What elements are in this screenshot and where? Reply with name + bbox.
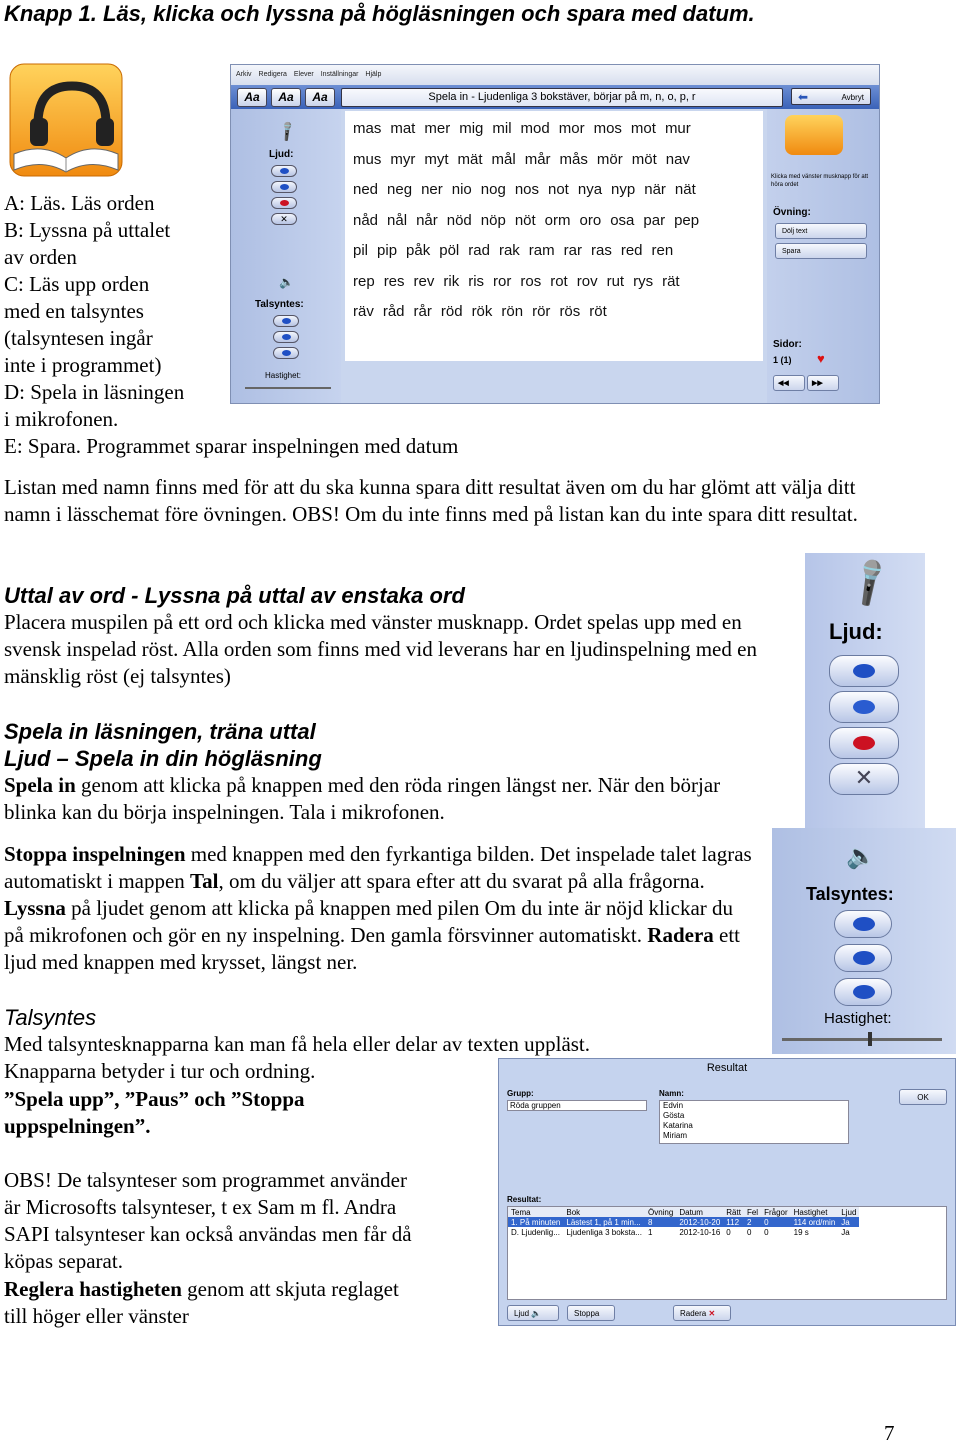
font-large-button[interactable]: Aa — [305, 88, 335, 107]
namn-label: Namn: — [659, 1089, 684, 1098]
word[interactable]: myr — [390, 150, 416, 168]
column-header[interactable]: Övning — [645, 1207, 676, 1217]
word[interactable]: mas — [353, 120, 382, 137]
hint-text: Klicka med vänster musknapp för att höra ordet — [771, 174, 869, 188]
word[interactable]: når — [416, 211, 438, 229]
word[interactable]: rut — [606, 272, 625, 290]
menu-item-installningar[interactable]: Inställningar — [320, 71, 359, 78]
word[interactable]: ren — [651, 242, 674, 259]
word[interactable]: mor — [558, 120, 585, 137]
word[interactable]: när — [644, 181, 666, 198]
word[interactable]: oro — [579, 211, 602, 229]
word[interactable]: rör — [532, 303, 551, 320]
font-small-button[interactable]: Aa — [237, 88, 267, 107]
sidor-label: Sidor: — [773, 339, 802, 350]
font-medium-button[interactable]: Aa — [271, 88, 301, 107]
word[interactable]: neg — [387, 181, 413, 198]
column-header[interactable]: Rätt — [723, 1207, 744, 1217]
table-cell: Ja — [841, 1217, 850, 1227]
table-cell: 2 — [746, 1217, 752, 1227]
table-cell: 1. På minuten — [511, 1217, 561, 1227]
word[interactable]: påk — [406, 242, 431, 259]
tts-play-button[interactable] — [273, 315, 299, 327]
speed-slider[interactable] — [245, 387, 331, 389]
bold-term: Reglera hastigheten — [4, 1277, 182, 1301]
speaker-icon: 🔈 — [846, 844, 876, 870]
step-line: C: Läs upp orden — [4, 272, 150, 296]
word[interactable]: rök — [471, 303, 493, 320]
delete-button[interactable] — [829, 763, 899, 795]
word[interactable]: ner — [421, 181, 443, 198]
word[interactable]: ror — [493, 272, 512, 290]
headphones-book-icon — [785, 115, 843, 155]
word[interactable]: myt — [424, 150, 449, 168]
bold-term: Radera — [647, 923, 714, 947]
talsyntes-line: Med talsyntesknapparna kan man få hela eller delar av texten uppläst. — [4, 1032, 591, 1056]
results-window — [498, 1058, 956, 1326]
word[interactable]: ned — [353, 181, 379, 198]
word[interactable]: res — [383, 272, 405, 290]
hastighet-label: Hastighet: — [824, 1010, 892, 1027]
headphones-book-icon — [8, 62, 124, 178]
word[interactable]: orm — [544, 211, 571, 229]
word[interactable]: mot — [630, 120, 656, 137]
word[interactable]: röt — [589, 303, 607, 320]
word[interactable]: nöp — [480, 211, 506, 229]
tts-pause-button[interactable] — [834, 944, 892, 972]
intro-paragraph: Listan med namn finns med för att du ska kunna spara ditt resultat även om du har glömt att välja ditt namn i lässchemat före övningen. OBS! Om du inte finns med på listan kan du inte spara ditt resultat. — [4, 475, 858, 526]
table-cell: 0 — [746, 1227, 752, 1237]
section-body-uttal: Placera muspilen på ett ord och klicka med vänster musknapp. Ordet spelas upp med en svensk inspelad röst. Alla orden som finns med vid leverans har en ljudinspelning med en mänsklig röst (ej talsyntes) — [4, 610, 757, 688]
word[interactable]: rät — [662, 272, 680, 290]
word-row — [353, 179, 763, 210]
column-header[interactable]: Fel — [744, 1207, 761, 1217]
grupp-select[interactable]: Röda gruppen — [507, 1100, 647, 1111]
text-span: med knappen med den fyrkantiga bilden. Det inspelade talet lagras automatiskt i mappen — [4, 842, 752, 893]
play-button[interactable] — [829, 655, 899, 687]
sidor-value: 1 (1) — [773, 355, 792, 365]
ok-button[interactable]: OK — [899, 1089, 947, 1105]
step-line: i mikrofonen. — [4, 407, 119, 431]
word[interactable]: rad — [468, 242, 490, 259]
bold-term: Lyssna — [4, 896, 66, 920]
section-subtitle-ljud: Ljud – Spela in din högläsning — [4, 746, 322, 771]
word[interactable]: nav — [665, 150, 690, 168]
ljud-label: Ljud: — [269, 149, 294, 160]
grupp-label: Grupp: — [507, 1089, 534, 1098]
word[interactable]: rös — [559, 303, 581, 320]
spela-in-paragraph — [4, 772, 764, 826]
resultat-label: Resultat: — [507, 1195, 542, 1204]
rewind-icon: ◀◀ — [778, 380, 789, 387]
step-line: A: Läs. Läs orden — [4, 191, 155, 215]
bold-term: Stoppa inspelningen — [4, 842, 186, 866]
record-button[interactable] — [829, 727, 899, 759]
word[interactable]: pip — [377, 242, 398, 259]
dolj-text-button[interactable]: Dölj text — [775, 223, 867, 239]
table-cell: 8 — [647, 1217, 653, 1227]
word-row — [353, 271, 763, 302]
menu-item-elever[interactable]: Elever — [293, 71, 314, 78]
word-row — [353, 118, 763, 149]
ovning-label: Övning: — [773, 207, 811, 218]
app-screenshot — [230, 64, 880, 404]
reglera-line — [4, 1276, 399, 1303]
word[interactable]: rön — [501, 303, 524, 320]
word[interactable]: rår — [413, 303, 432, 320]
table-cell: 0 — [764, 1217, 769, 1227]
table-cell: 0 — [726, 1227, 731, 1237]
table-cell: D. Ljudenlig... — [511, 1227, 560, 1237]
word[interactable]: red — [620, 242, 643, 259]
talsyntes-panel — [772, 828, 956, 1054]
ljud-label: Ljud: — [829, 619, 883, 644]
close-icon: ✕ — [854, 765, 874, 790]
reglera-line: till höger eller vänster — [4, 1304, 189, 1328]
word[interactable]: nog — [480, 181, 506, 198]
section-title-talsyntes: Talsyntes — [4, 1005, 97, 1030]
close-icon: ✕ — [708, 1309, 716, 1318]
speaker-icon: 🔈 — [531, 1309, 542, 1318]
radera-button[interactable] — [673, 1305, 731, 1321]
word[interactable]: möt — [631, 150, 657, 168]
tts-play-button[interactable] — [834, 910, 892, 938]
word[interactable]: osa — [610, 211, 635, 229]
word-grid — [345, 111, 763, 332]
table-row[interactable] — [508, 1227, 859, 1237]
word[interactable]: par — [643, 211, 666, 229]
word[interactable]: pöl — [439, 242, 460, 259]
word[interactable]: mil — [492, 120, 512, 137]
section-title-uttal: Uttal av ord - Lyssna på uttal av enstaka ord — [4, 583, 465, 608]
list-item[interactable]: Katarina — [663, 1121, 693, 1130]
speed-slider-handle[interactable] — [868, 1032, 872, 1046]
word[interactable]: rik — [443, 272, 460, 290]
menu-item-hjalp[interactable]: Hjälp — [365, 71, 382, 78]
column-header[interactable]: Bok — [563, 1207, 645, 1217]
delete-button[interactable] — [271, 213, 297, 225]
table-cell: Lästest 1, på 1 min... — [566, 1217, 641, 1227]
prev-page-button[interactable] — [773, 375, 805, 391]
word-area — [345, 111, 763, 361]
word[interactable]: nos — [514, 181, 539, 198]
toolbar — [231, 85, 879, 109]
back-arrow-icon: ⬅ — [798, 90, 809, 104]
word[interactable]: pil — [353, 242, 369, 259]
word[interactable]: mos — [593, 120, 622, 137]
table-cell: 0 — [764, 1227, 769, 1237]
word[interactable]: nöt — [514, 211, 536, 229]
word[interactable]: räv — [353, 303, 374, 320]
word[interactable]: not — [548, 181, 569, 198]
cancel-button[interactable] — [791, 88, 871, 105]
results-table — [508, 1207, 859, 1237]
radera-label: Radera — [680, 1309, 707, 1318]
tts-stop-button[interactable] — [834, 978, 892, 1006]
table-row[interactable] — [508, 1217, 859, 1227]
word[interactable]: rys — [633, 272, 654, 290]
results-title: Resultat — [706, 1062, 748, 1074]
word-row — [353, 240, 763, 271]
column-header[interactable]: Hastighet — [791, 1207, 839, 1217]
word[interactable]: rov — [576, 272, 598, 290]
word[interactable]: mör — [596, 150, 623, 168]
menu-item-redigera[interactable]: Redigera — [258, 71, 287, 78]
word[interactable]: rev — [413, 272, 435, 290]
step-line: (talsyntesen ingår — [4, 326, 153, 350]
column-header[interactable]: Ljud — [838, 1207, 859, 1217]
tts-stop-button[interactable] — [273, 347, 299, 359]
word[interactable]: nåd — [353, 211, 379, 229]
word[interactable]: rak — [498, 242, 520, 259]
record-button[interactable] — [271, 197, 297, 209]
hastighet-label: Hastighet: — [265, 371, 302, 380]
exercise-title: Spela in - Ljudenliga 3 bokstäver, börjar på m, n, o, p, r — [341, 88, 783, 107]
table-cell: Ljudenliga 3 boksta... — [566, 1227, 642, 1237]
word[interactable]: rar — [563, 242, 582, 259]
results-table-container — [507, 1206, 947, 1300]
table-cell: 1 — [647, 1227, 653, 1237]
word[interactable]: rep — [353, 272, 375, 290]
word[interactable]: mät — [457, 150, 483, 168]
table-cell: 2012-10-20 — [679, 1217, 721, 1227]
word[interactable]: nya — [577, 181, 603, 198]
table-cell: 112 — [726, 1217, 740, 1227]
word[interactable]: mus — [353, 150, 382, 168]
column-header[interactable]: Frågor — [761, 1207, 791, 1217]
word-row — [353, 301, 763, 332]
tts-pause-button[interactable] — [273, 331, 299, 343]
word[interactable]: råd — [382, 303, 405, 320]
word[interactable]: nio — [451, 181, 472, 198]
close-icon: ✕ — [280, 214, 288, 224]
obs-line: köpas separat. — [4, 1249, 123, 1273]
text-span: ett ljud med knappen med krysset, längst ner. — [4, 923, 741, 974]
menu-item-arkiv[interactable]: Arkiv — [236, 71, 252, 78]
word[interactable]: ros — [520, 272, 542, 290]
ljud-button[interactable] — [507, 1305, 559, 1321]
list-item[interactable]: Gösta — [663, 1111, 685, 1120]
talsyntes-line: ”Spela upp”, ”Paus” och ”Stoppa — [4, 1087, 305, 1111]
word[interactable]: mår — [524, 150, 551, 168]
text-span: , om du väljer att spara efter att du svarat på alla frågorna. — [218, 869, 705, 893]
obs-line: SAPI talsynteser kan också användas men får då — [4, 1222, 412, 1246]
microphone-icon[interactable]: 🎤 — [842, 556, 899, 611]
spara-button[interactable]: Spara — [775, 243, 867, 259]
cancel-label: Avbryt — [841, 93, 864, 102]
left-panel — [231, 109, 341, 403]
ljud-label: Ljud — [514, 1309, 530, 1318]
page-heading: Knapp 1. Läs, klicka och lyssna på högläsningen och spara med datum. — [4, 1, 755, 26]
table-header — [508, 1207, 859, 1217]
speed-slider[interactable] — [782, 1038, 942, 1041]
obs-line: är Microsofts talsynteser, t ex Sam m fl. Andra — [4, 1195, 397, 1219]
forward-icon: ▶▶ — [812, 380, 823, 387]
step-line: inte i programmet) — [4, 353, 162, 377]
step-line: av orden — [4, 245, 77, 269]
word[interactable]: ras — [590, 242, 612, 259]
list-item[interactable]: Miriam — [663, 1131, 687, 1140]
stop-button[interactable] — [829, 691, 899, 723]
microphone-icon[interactable]: 🎤 — [275, 119, 300, 143]
play-button[interactable] — [271, 165, 297, 177]
word[interactable]: ris — [468, 272, 485, 290]
word[interactable]: röd — [440, 303, 463, 320]
word[interactable]: mer — [424, 120, 451, 137]
table-cell: Ja — [841, 1227, 850, 1237]
text-span: genom att klicka på knappen med den röda ringen längst ner. När den börjar blinka kan du börja inspelningen. Tala i mikrofonen. — [4, 773, 721, 824]
word[interactable]: ram — [528, 242, 555, 259]
talsyntes-line: Knapparna betyder i tur och ordning. — [4, 1059, 316, 1083]
text-span: genom att skjuta reglaget — [181, 1277, 399, 1301]
table-cell: 2012-10-16 — [679, 1227, 721, 1237]
word[interactable]: nyp — [611, 181, 636, 198]
word[interactable]: nät — [674, 181, 696, 198]
step-line: E: Spara. Programmet sparar inspelningen med datum — [4, 434, 459, 458]
right-panel — [767, 109, 879, 403]
speaker-icon: 🔈 — [279, 275, 294, 289]
talsyntes-label: Talsyntes: — [806, 884, 894, 904]
word[interactable]: mig — [459, 120, 484, 137]
word-row — [353, 149, 763, 180]
column-header[interactable]: Tema — [508, 1207, 563, 1217]
word[interactable]: nål — [387, 211, 408, 229]
next-page-button[interactable] — [807, 375, 839, 391]
step-line: B: Lyssna på uttalet — [4, 218, 171, 242]
section-title-spela-in: Spela in läsningen, träna uttal — [4, 719, 316, 744]
stoppa-button[interactable]: Stoppa — [567, 1305, 615, 1321]
obs-line: OBS! De talsynteser som programmet använder — [4, 1168, 407, 1192]
word[interactable]: nöd — [446, 211, 472, 229]
bold-term: Spela in — [4, 773, 76, 797]
talsyntes-line: uppspelningen”. — [4, 1114, 151, 1138]
word-row — [353, 210, 763, 241]
stoppa-paragraph — [4, 841, 756, 976]
page-number: 7 — [884, 1421, 895, 1445]
word[interactable]: pep — [674, 211, 700, 229]
list-item[interactable]: Edvin — [663, 1101, 684, 1110]
step-line: D: Spela in läsningen — [4, 380, 185, 404]
stop-button[interactable] — [271, 181, 297, 193]
word[interactable]: rot — [550, 272, 568, 290]
word[interactable]: mod — [520, 120, 550, 137]
word[interactable]: mur — [664, 120, 691, 137]
text-span: på ljudet genom att klicka på knappen med pilen Om du inte är nöjd klickar du på mikrofonen och gör en ny inspelning. Den gamla försvinner automatiskt. — [4, 896, 734, 947]
word[interactable]: mål — [491, 150, 516, 168]
heart-icon: ♥ — [817, 351, 825, 366]
table-cell: 19 s — [793, 1227, 809, 1237]
table-cell: 114 ord/min — [793, 1217, 836, 1227]
names-list[interactable] — [659, 1100, 849, 1144]
column-header[interactable]: Datum — [676, 1207, 723, 1217]
word[interactable]: mås — [559, 150, 588, 168]
ljud-panel — [805, 553, 925, 833]
talsyntes-label: Talsyntes: — [255, 299, 304, 310]
bold-term: Tal — [190, 869, 219, 893]
word[interactable]: mat — [390, 120, 416, 137]
step-line: med en talsyntes — [4, 299, 144, 323]
menu-bar — [231, 65, 879, 85]
